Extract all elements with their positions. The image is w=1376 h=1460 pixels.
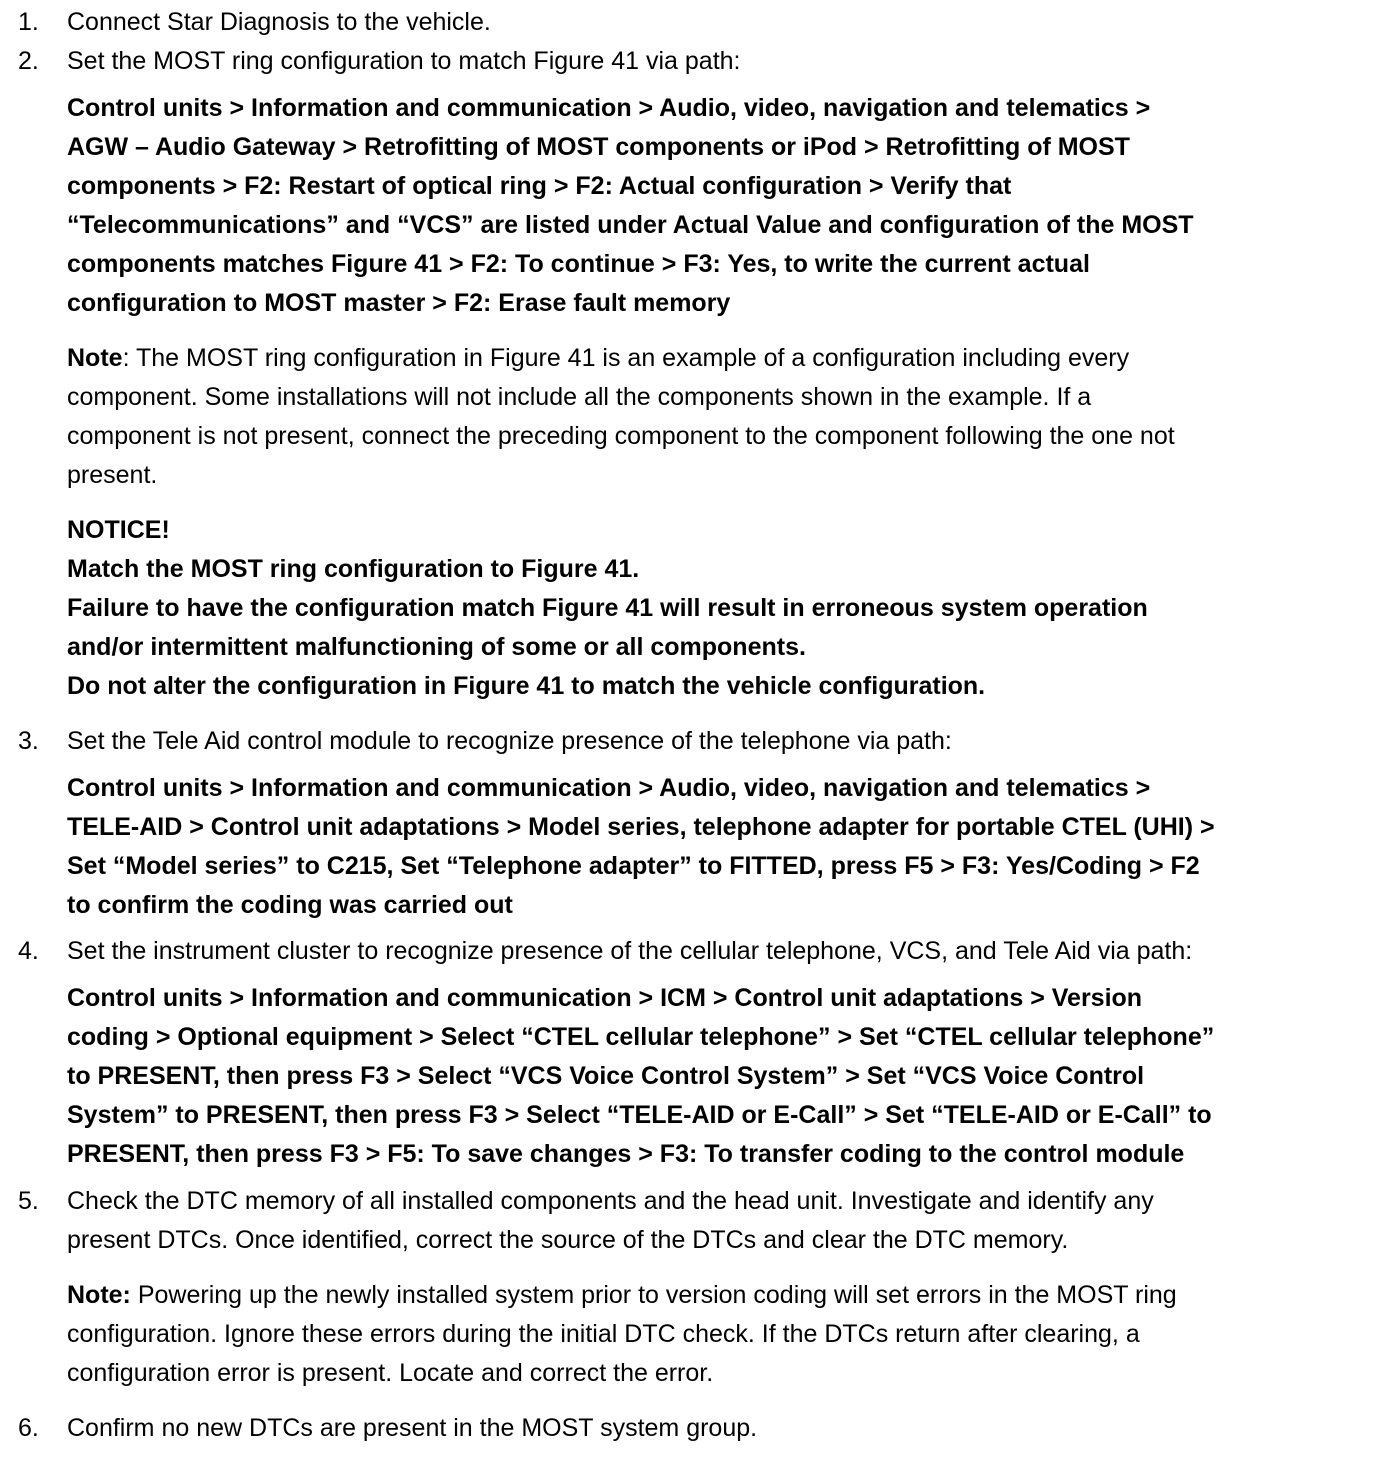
step-number: 3. xyxy=(18,727,39,755)
step-text: Set the Tele Aid control module to recognize presence of the telephone via path: xyxy=(67,727,952,755)
navigation-path: Control units > Information and communication > Audio, video, navigation and telematics > AGW – Audio Gateway > Retrofitting of MOST components or iPod > Retrofitting of MOST components > F2: Restart of optical ring > F2: Actual configuration > Verify that “Telecommunications” and “VCS” are listed under Actual Value and configuration of the MOST components matches Figure 41 > F2: To continue > F3: Yes, to write the current actual configuration to MOST master > F2: Erase fault memory xyxy=(67,94,1194,317)
step-text: Check the DTC memory of all installed components and the head unit. Investigate and identify any present DTCs. Once identified, correct the source of the DTCs and clear the DTC memory. xyxy=(67,1187,1154,1254)
note-label: Note: xyxy=(67,1281,131,1309)
step-text: Set the MOST ring configuration to match Figure 41 via path: xyxy=(67,47,741,75)
step-number: 2. xyxy=(18,47,39,75)
step-number: 5. xyxy=(18,1187,39,1215)
notice-heading: NOTICE! xyxy=(67,516,170,544)
navigation-path: Control units > Information and communication > ICM > Control unit adaptations > Version coding > Optional equipment > Select “CTEL cellular telephone” > Set “CTEL cellular telephone” to PRESENT, then press F3 > Select “VCS Voice Control System” > Set “VCS Voice Control System” to PRESENT, then press F3 > Select “TELE-AID or E-Call” > Set “TELE-AID or E-Call” to PRESENT, then press F3 > F5: To save changes > F3: To transfer coding to the control module xyxy=(67,984,1215,1168)
notice: NOTICE! Match the MOST ring configuration to Figure 41. Failure to have the configuration match Figure 41 will result in erroneous system operation and/or intermittent malfunctioning of some or all components. Do not alter the configuration in Figure 41 to match the vehicle configuration. xyxy=(67,511,1367,706)
step-text: Confirm no new DTCs are present in the MOST system group. xyxy=(67,1414,758,1442)
note: Note: The MOST ring configuration in Figure 41 is an example of a configuration including every component. Some installations will not include all the components shown in the example. If a component is not present, connect the preceding component to the component following the one not present. xyxy=(67,344,1175,489)
navigation-path: Control units > Information and communication > Audio, video, navigation and telematics > TELE-AID > Control unit adaptations > Model series, telephone adapter for portable CTEL (UHI) > Set “Model series” to C215, Set “Telephone adapter” to FITTED, press F5 > F3: Yes/Coding > F2 to confirm the coding was carried out xyxy=(67,774,1215,919)
step-text: Set the instrument cluster to recognize presence of the cellular telephone, VCS, and Tele Aid via path: xyxy=(67,937,1193,965)
note-label: Note xyxy=(67,344,123,372)
step-number: 1. xyxy=(18,8,39,36)
step-number: 4. xyxy=(18,937,39,965)
note: Note: Powering up the newly installed system prior to version coding will set errors in the MOST ring configuration. Ignore these errors during the initial DTC check. If the DTCs return after clearing, a configuration error is present. Locate and correct the error. xyxy=(67,1281,1177,1387)
step-number: 6. xyxy=(18,1414,39,1442)
step-text: Connect Star Diagnosis to the vehicle. xyxy=(67,8,491,36)
